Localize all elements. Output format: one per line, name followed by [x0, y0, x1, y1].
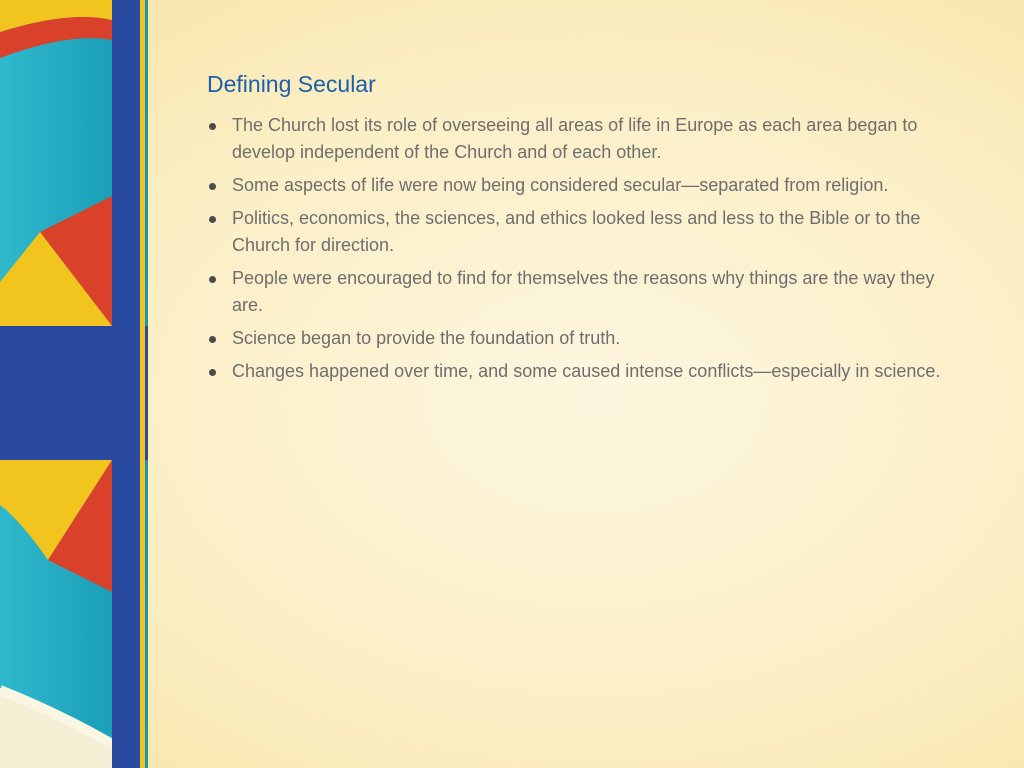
bullet-text: Some aspects of life were now being considered secular—separated from religion. — [232, 175, 889, 195]
bullet-item — [207, 205, 944, 259]
bullet-item — [207, 325, 944, 352]
bullet-item — [207, 358, 944, 385]
bullet-text: Changes happened over time, and some caused intense conflicts—especially in science. — [232, 361, 941, 381]
decorative-side-graphic — [0, 0, 148, 768]
bullet-list — [207, 112, 967, 385]
bullet-icon — [209, 183, 216, 190]
bullet-item — [207, 265, 944, 319]
bullet-item — [207, 172, 944, 199]
decor-blue-vertical-bar — [112, 0, 140, 768]
bullet-icon — [209, 336, 216, 343]
slide-title: Defining Secular — [207, 71, 376, 97]
bullet-icon — [209, 369, 216, 376]
bullet-item — [207, 112, 944, 166]
bullet-icon — [209, 123, 216, 130]
bullet-text: People were encouraged to find for themselves the reasons why things are the way they are. — [232, 268, 935, 315]
bullet-text: Politics, economics, the sciences, and ethics looked less and less to the Bible or to the Church for direction. — [232, 208, 921, 255]
decor-yellow-edge-line — [140, 0, 145, 768]
bullet-icon — [209, 276, 216, 283]
slide-content — [207, 68, 967, 391]
bullet-text: Science began to provide the foundation of truth. — [232, 328, 621, 348]
bullet-text: The Church lost its role of overseeing all areas of life in Europe as each area began to develop independent of the Church and of each other. — [232, 115, 918, 162]
bullet-icon — [209, 216, 216, 223]
